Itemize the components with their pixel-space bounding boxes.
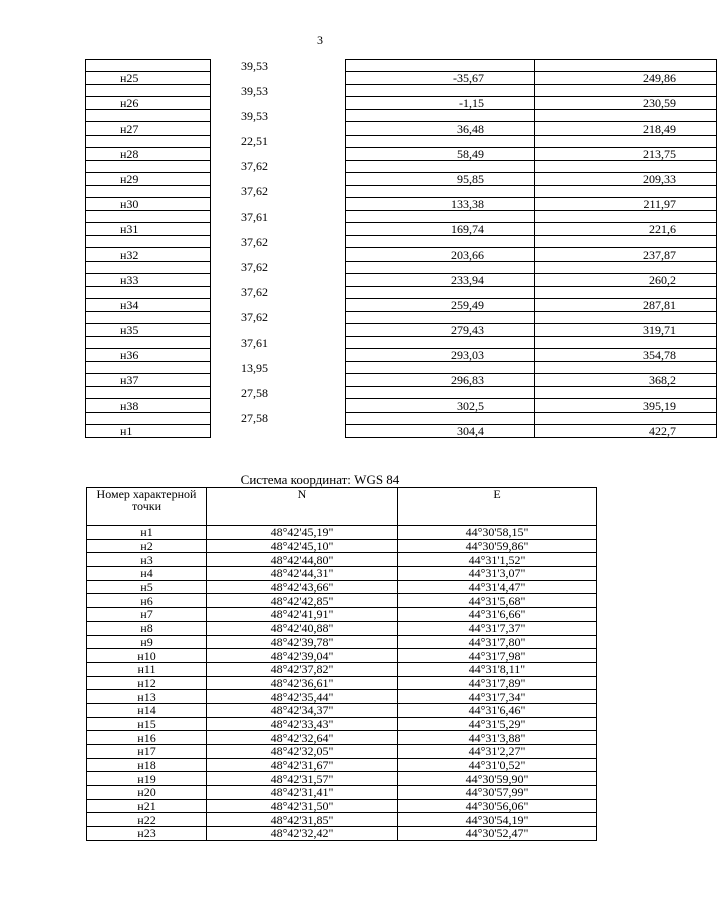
point-row [86, 97, 717, 110]
n-coordinate-cell: 48°42'39,78" [207, 635, 398, 649]
n-coordinate-cell: 48°42'45,19" [207, 526, 398, 540]
distance-row [86, 362, 717, 374]
empty-cell [535, 362, 717, 374]
point-name-cell: н30 [86, 197, 211, 210]
distance-row [86, 236, 717, 248]
point-row [86, 323, 717, 336]
distance-cell: 22,51 [211, 135, 346, 147]
point-number-cell: н22 [87, 813, 207, 827]
empty-cell [211, 298, 346, 311]
point-number-cell: н13 [87, 690, 207, 704]
point-row [86, 172, 717, 185]
empty-cell [86, 387, 211, 399]
empty-cell [346, 337, 535, 349]
point-number-cell: н11 [87, 662, 207, 676]
n-coordinate-cell: 48°42'31,67" [207, 758, 398, 772]
point-row [86, 374, 717, 387]
n-coordinate-cell: 48°42'31,41" [207, 786, 398, 800]
distance-cell: 39,53 [211, 85, 346, 97]
distance-row [86, 387, 717, 399]
distance-row [86, 211, 717, 223]
distance-cell: 37,62 [211, 286, 346, 298]
x-coordinate-cell: 296,83 [346, 374, 535, 387]
empty-cell [535, 337, 717, 349]
empty-cell [86, 311, 211, 323]
empty-cell [86, 261, 211, 273]
empty-cell [211, 147, 346, 160]
table-row [87, 539, 597, 553]
e-coordinate-cell: 44°30'52,47" [398, 827, 597, 841]
table-row [87, 662, 597, 676]
point-number-cell: н17 [87, 745, 207, 759]
empty-cell [211, 172, 346, 185]
table-header-row [87, 488, 597, 526]
table-row [87, 567, 597, 581]
x-coordinate-cell: -35,67 [346, 72, 535, 85]
empty-cell [346, 160, 535, 172]
point-name-cell: н28 [86, 147, 211, 160]
point-name-cell: н33 [86, 273, 211, 286]
x-coordinate-cell: -1,15 [346, 97, 535, 110]
distance-cell: 27,58 [211, 412, 346, 424]
empty-cell [211, 248, 346, 261]
x-coordinate-cell: 203,66 [346, 248, 535, 261]
point-number-cell: н4 [87, 567, 207, 581]
table-row [87, 690, 597, 704]
e-coordinate-cell: 44°30'58,15" [398, 526, 597, 540]
point-name-cell: н25 [86, 72, 211, 85]
coordinate-system-caption: Система координат: WGS 84 [240, 472, 400, 487]
n-coordinate-cell: 48°42'44,31" [207, 567, 398, 581]
e-coordinate-cell: 44°30'56,06" [398, 799, 597, 813]
empty-cell [211, 424, 346, 437]
distance-cell: 37,62 [211, 185, 346, 197]
y-coordinate-cell: 218,49 [535, 122, 717, 135]
table-row [87, 553, 597, 567]
point-number-cell: н6 [87, 594, 207, 608]
point-number-cell: н20 [87, 786, 207, 800]
table-row [87, 772, 597, 786]
point-name-cell: н1 [86, 424, 211, 437]
y-coordinate-cell: 354,78 [535, 349, 717, 362]
empty-cell [535, 160, 717, 172]
empty-cell [86, 286, 211, 298]
distance-row [86, 286, 717, 298]
table-row [87, 526, 597, 540]
e-coordinate-cell: 44°31'7,89" [398, 676, 597, 690]
point-row [86, 223, 717, 236]
empty-cell [535, 236, 717, 248]
table-row [87, 786, 597, 800]
x-coordinate-cell: 133,38 [346, 197, 535, 210]
point-name-cell: н29 [86, 172, 211, 185]
point-row [86, 72, 717, 85]
n-header: N [207, 488, 398, 526]
point-number-header: Номер характерной точки [87, 488, 207, 526]
x-coordinate-cell: 259,49 [346, 298, 535, 311]
x-coordinate-cell: 279,43 [346, 323, 535, 336]
e-coordinate-cell: 44°31'2,27" [398, 745, 597, 759]
empty-cell [346, 412, 535, 424]
x-coordinate-cell: 304,4 [346, 424, 535, 437]
y-coordinate-cell: 221,6 [535, 223, 717, 236]
y-coordinate-cell: 230,59 [535, 97, 717, 110]
e-coordinate-cell: 44°31'8,11" [398, 662, 597, 676]
point-name-cell: н36 [86, 349, 211, 362]
table-row [87, 649, 597, 663]
empty-cell [346, 211, 535, 223]
point-number-cell: н8 [87, 621, 207, 635]
distance-row [86, 135, 717, 147]
empty-cell [86, 185, 211, 197]
point-row [86, 273, 717, 286]
e-coordinate-cell: 44°31'3,88" [398, 731, 597, 745]
empty-cell [535, 286, 717, 298]
e-header: E [398, 488, 597, 526]
distance-cell: 37,62 [211, 261, 346, 273]
empty-cell [86, 362, 211, 374]
empty-cell [346, 135, 535, 147]
n-coordinate-cell: 48°42'32,05" [207, 745, 398, 759]
distance-cell: 37,61 [211, 337, 346, 349]
distance-row [86, 337, 717, 349]
empty-cell [86, 135, 211, 147]
e-coordinate-cell: 44°31'0,52" [398, 758, 597, 772]
x-coordinate-cell: 233,94 [346, 273, 535, 286]
distance-row [86, 185, 717, 197]
empty-cell [535, 60, 717, 72]
e-coordinate-cell: 44°31'1,52" [398, 553, 597, 567]
empty-cell [86, 236, 211, 248]
y-coordinate-cell: 209,33 [535, 172, 717, 185]
empty-cell [211, 197, 346, 210]
n-coordinate-cell: 48°42'36,61" [207, 676, 398, 690]
distance-cell: 37,62 [211, 311, 346, 323]
n-coordinate-cell: 48°42'31,50" [207, 799, 398, 813]
e-coordinate-cell: 44°31'7,98" [398, 649, 597, 663]
point-row [86, 298, 717, 311]
n-coordinate-cell: 48°42'40,88" [207, 621, 398, 635]
y-coordinate-cell: 395,19 [535, 399, 717, 412]
table-row [87, 731, 597, 745]
point-number-cell: н2 [87, 539, 207, 553]
empty-cell [86, 160, 211, 172]
x-coordinate-cell: 36,48 [346, 122, 535, 135]
empty-cell [535, 311, 717, 323]
page-number: 3 [317, 33, 323, 47]
empty-cell [86, 211, 211, 223]
x-coordinate-cell: 58,49 [346, 147, 535, 160]
point-row [86, 399, 717, 412]
distance-cell: 37,61 [211, 211, 346, 223]
point-row [86, 122, 717, 135]
x-coordinate-cell: 293,03 [346, 349, 535, 362]
wgs84-coordinates-table [86, 487, 597, 841]
x-coordinate-cell: 95,85 [346, 172, 535, 185]
point-name-cell: н27 [86, 122, 211, 135]
point-number-cell: н19 [87, 772, 207, 786]
point-row [86, 349, 717, 362]
y-coordinate-cell: 287,81 [535, 298, 717, 311]
n-coordinate-cell: 48°42'43,66" [207, 580, 398, 594]
e-coordinate-cell: 44°31'6,46" [398, 703, 597, 717]
empty-cell [211, 349, 346, 362]
n-coordinate-cell: 48°42'45,10" [207, 539, 398, 553]
empty-cell [211, 97, 346, 110]
distance-cell: 37,62 [211, 236, 346, 248]
table-row [87, 758, 597, 772]
y-coordinate-cell: 249,86 [535, 72, 717, 85]
point-row [86, 147, 717, 160]
empty-cell [535, 387, 717, 399]
empty-cell [535, 185, 717, 197]
n-coordinate-cell: 48°42'31,57" [207, 772, 398, 786]
empty-cell [535, 412, 717, 424]
point-number-cell: н7 [87, 608, 207, 622]
empty-cell [535, 135, 717, 147]
empty-cell [346, 85, 535, 97]
point-number-cell: н18 [87, 758, 207, 772]
e-coordinate-cell: 44°30'54,19" [398, 813, 597, 827]
empty-cell [346, 286, 535, 298]
table-row [87, 594, 597, 608]
n-coordinate-cell: 48°42'31,85" [207, 813, 398, 827]
table-row [87, 635, 597, 649]
e-coordinate-cell: 44°31'6,66" [398, 608, 597, 622]
distance-cell: 39,53 [211, 60, 346, 72]
distance-row [86, 60, 717, 72]
table-row [87, 608, 597, 622]
point-name-cell: н31 [86, 223, 211, 236]
empty-cell [211, 374, 346, 387]
y-coordinate-cell: 422,7 [535, 424, 717, 437]
y-coordinate-cell: 237,87 [535, 248, 717, 261]
table-row [87, 799, 597, 813]
point-name-cell: н34 [86, 298, 211, 311]
point-number-cell: н21 [87, 799, 207, 813]
empty-cell [211, 323, 346, 336]
empty-cell [211, 399, 346, 412]
empty-cell [346, 185, 535, 197]
point-row [86, 248, 717, 261]
n-coordinate-cell: 48°42'32,42" [207, 827, 398, 841]
n-coordinate-cell: 48°42'44,80" [207, 553, 398, 567]
point-number-cell: н9 [87, 635, 207, 649]
empty-cell [535, 85, 717, 97]
point-number-cell: н16 [87, 731, 207, 745]
point-name-cell: н35 [86, 323, 211, 336]
empty-cell [211, 223, 346, 236]
y-coordinate-cell: 319,71 [535, 323, 717, 336]
y-coordinate-cell: 211,97 [535, 197, 717, 210]
e-coordinate-cell: 44°31'7,37" [398, 621, 597, 635]
distance-cell: 13,95 [211, 362, 346, 374]
table-row [87, 717, 597, 731]
point-number-cell: н10 [87, 649, 207, 663]
distance-row [86, 412, 717, 424]
empty-cell [346, 362, 535, 374]
table-row [87, 580, 597, 594]
empty-cell [346, 311, 535, 323]
empty-cell [211, 122, 346, 135]
e-coordinate-cell: 44°30'59,90" [398, 772, 597, 786]
point-number-cell: н1 [87, 526, 207, 540]
n-coordinate-cell: 48°42'37,82" [207, 662, 398, 676]
empty-cell [346, 110, 535, 122]
distance-cell: 27,58 [211, 387, 346, 399]
empty-cell [86, 412, 211, 424]
point-name-cell: н26 [86, 97, 211, 110]
point-number-cell: н15 [87, 717, 207, 731]
empty-cell [86, 85, 211, 97]
distance-row [86, 110, 717, 122]
empty-cell [535, 110, 717, 122]
n-coordinate-cell: 48°42'35,44" [207, 690, 398, 704]
point-name-cell: н37 [86, 374, 211, 387]
e-coordinate-cell: 44°31'3,07" [398, 567, 597, 581]
e-coordinate-cell: 44°30'57,99" [398, 786, 597, 800]
empty-cell [86, 60, 211, 72]
n-coordinate-cell: 48°42'32,64" [207, 731, 398, 745]
e-coordinate-cell: 44°31'5,68" [398, 594, 597, 608]
e-coordinate-cell: 44°31'7,34" [398, 690, 597, 704]
distance-row [86, 160, 717, 172]
e-coordinate-cell: 44°31'7,80" [398, 635, 597, 649]
table-row [87, 827, 597, 841]
point-name-cell: н32 [86, 248, 211, 261]
distance-row [86, 311, 717, 323]
empty-cell [535, 211, 717, 223]
n-coordinate-cell: 48°42'39,04" [207, 649, 398, 663]
n-coordinate-cell: 48°42'41,91" [207, 608, 398, 622]
empty-cell [211, 72, 346, 85]
local-coordinates-table [85, 59, 717, 438]
distance-row [86, 261, 717, 273]
e-coordinate-cell: 44°31'5,29" [398, 717, 597, 731]
point-row [86, 197, 717, 210]
table-row [87, 745, 597, 759]
table-row [87, 621, 597, 635]
point-name-cell: н38 [86, 399, 211, 412]
n-coordinate-cell: 48°42'33,43" [207, 717, 398, 731]
table-row [87, 703, 597, 717]
empty-cell [86, 337, 211, 349]
y-coordinate-cell: 260,2 [535, 273, 717, 286]
empty-cell [346, 387, 535, 399]
distance-row [86, 85, 717, 97]
y-coordinate-cell: 368,2 [535, 374, 717, 387]
x-coordinate-cell: 169,74 [346, 223, 535, 236]
point-number-cell: н12 [87, 676, 207, 690]
point-number-cell: н3 [87, 553, 207, 567]
point-number-cell: н14 [87, 703, 207, 717]
empty-cell [346, 60, 535, 72]
empty-cell [86, 110, 211, 122]
y-coordinate-cell: 213,75 [535, 147, 717, 160]
n-coordinate-cell: 48°42'42,85" [207, 594, 398, 608]
point-number-cell: н23 [87, 827, 207, 841]
point-number-cell: н5 [87, 580, 207, 594]
e-coordinate-cell: 44°30'59,86" [398, 539, 597, 553]
table-row [87, 676, 597, 690]
empty-cell [346, 236, 535, 248]
e-coordinate-cell: 44°31'4,47" [398, 580, 597, 594]
point-row [86, 424, 717, 437]
empty-cell [535, 261, 717, 273]
empty-cell [211, 273, 346, 286]
table-row [87, 813, 597, 827]
distance-cell: 39,53 [211, 110, 346, 122]
empty-cell [346, 261, 535, 273]
x-coordinate-cell: 302,5 [346, 399, 535, 412]
n-coordinate-cell: 48°42'34,37" [207, 703, 398, 717]
distance-cell: 37,62 [211, 160, 346, 172]
